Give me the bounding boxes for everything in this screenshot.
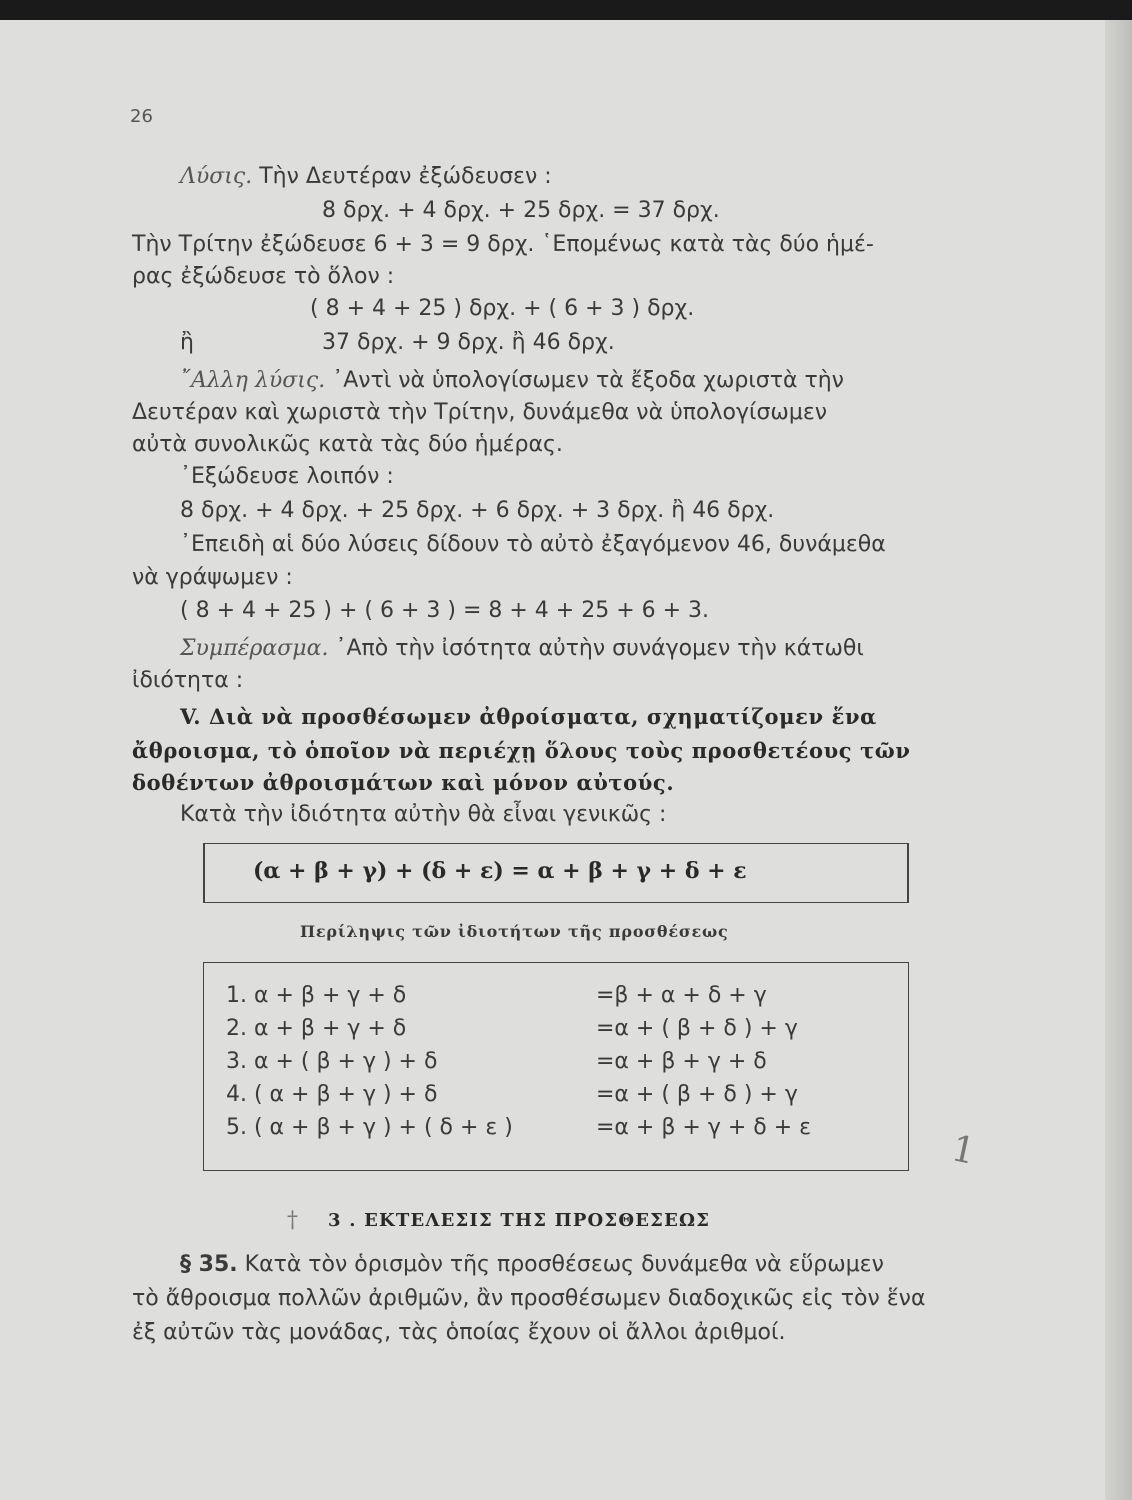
conclusion-line: [180, 634, 864, 664]
summary-row-lhs: 2. α + β + γ + δ: [226, 1016, 407, 1041]
text-line-3: Τὴν Τρίτην ἐξώδευσε 6 + 3 = 9 δρχ. ῾Επομένως κατὰ τὰς δύο ἡμέ-: [132, 232, 874, 257]
solution-label: Λύσις.: [180, 164, 253, 189]
text-line-10: ᾿Εξώδευσε λοιπόν :: [180, 464, 394, 489]
rule-line-3: δοθέντων ἀθροισμάτων καὶ μόνον αὐτούς.: [132, 770, 675, 795]
equation-4: 8 δρχ. + 4 δρχ. + 25 δρχ. + 6 δρχ. + 3 δρχ. ἢ 46 δρχ.: [180, 498, 775, 523]
summary-row-rhs: =β + α + δ + γ: [596, 983, 767, 1008]
summary-row-rhs: =α + ( β + δ ) + γ: [596, 1082, 798, 1107]
text-line-17: Κατὰ τὴν ἰδιότητα αὐτὴν θὰ εἶναι γενικῶς :: [180, 802, 667, 827]
alt-solution-line: [180, 366, 844, 396]
paragraph-text: Κατὰ τὸν ὁρισμὸν τῆς προσθέσεως δυνάμεθα νὰ εὕρωμεν: [244, 1252, 884, 1277]
text-line-8: Δευτέραν καὶ χωριστὰ τὴν Τρίτην, δυνάμεθα νὰ ὑπολογίσωμεν: [132, 400, 827, 425]
rule-line-1: V. Διὰ νὰ προσθέσωμεν ἀθροίσματα, σχηματίζομεν ἕνα: [180, 704, 877, 729]
section-paragraph-line-3: ἐξ αὐτῶν τὰς μονάδας, τὰς ὁποίας ἔχουν οἱ ἄλλοι ἀριθμοί.: [132, 1320, 786, 1345]
pencil-mark: †: [287, 1208, 298, 1233]
equation-2: ( 8 + 4 + 25 ) δρχ. + ( 6 + 3 ) δρχ.: [310, 296, 695, 321]
paragraph-number: § 35.: [180, 1252, 238, 1277]
solution-text: Τὴν Δευτέραν ἐξώδευσεν :: [259, 164, 552, 189]
solution-line-1: [180, 162, 552, 192]
text-line-9: αὐτὰ συνολικῶς κατὰ τὰς δύο ἡμέρας.: [132, 432, 563, 457]
summary-row-rhs: =α + β + γ + δ + ε: [596, 1115, 812, 1140]
pencil-mark: 1: [947, 1128, 979, 1173]
alt-solution-text: ᾿Αντὶ νὰ ὑπολογίσωμεν τὰ ἔξοδα χωριστὰ τὴν: [332, 368, 844, 393]
rule-line-2: ἄθροισμα, τὸ ὁποῖον νὰ περιέχῃ ὅλους τοὺς προσθετέους τῶν: [132, 738, 911, 763]
equation-3: 37 δρχ. + 9 δρχ. ἢ 46 δρχ.: [322, 330, 615, 355]
page-right-edge: [1105, 20, 1132, 1500]
conclusion-text: ᾿Απὸ τὴν ἰσότητα αὐτὴν συνάγομεν τὴν κάτωθι: [335, 636, 864, 661]
summary-box: [203, 962, 909, 1171]
section-paragraph-line-2: τὸ ἄθροισμα πολλῶν ἀριθμῶν, ἂν προσθέσωμεν διαδοχικῶς εἰς τὸν ἕνα: [132, 1286, 926, 1311]
summary-row-rhs: =α + β + γ + δ: [596, 1049, 767, 1074]
alt-solution-label: ῎Αλλη λύσις.: [180, 368, 326, 393]
equation-5: ( 8 + 4 + 25 ) + ( 6 + 3 ) = 8 + 4 + 25 + 6 + 3.: [180, 598, 710, 623]
main-formula: (α + β + γ) + (δ + ε) = α + β + γ + δ + ε: [253, 858, 747, 884]
summary-row-lhs: 1. α + β + γ + δ: [226, 983, 407, 1008]
scan-top-edge: [0, 0, 1132, 20]
page-number: 26: [130, 106, 153, 127]
summary-row-lhs: 5. ( α + β + γ ) + ( δ + ε ): [226, 1115, 513, 1140]
text-line-16: ἰδιότητα :: [132, 668, 244, 693]
or-symbol: ἢ: [180, 330, 194, 355]
text-line-13: νὰ γράψωμεν :: [132, 565, 293, 590]
section-heading: 3 . ΕΚΤΕΛΕΣΙΣ ΤΗΣ ΠΡΟΣΘΕΣΕΩΣ: [328, 1210, 711, 1231]
summary-title: Περίληψις τῶν ἰδιοτήτων τῆς προσθέσεως: [300, 922, 729, 941]
summary-row-lhs: 3. α + ( β + γ ) + δ: [226, 1049, 438, 1074]
text-line-12: ᾿Επειδὴ αἱ δύο λύσεις δίδουν τὸ αὐτὸ ἐξαγόμενον 46, δυνάμεθα: [180, 532, 886, 557]
main-formula-box: [203, 843, 909, 903]
conclusion-label: Συμπέρασμα.: [180, 636, 329, 661]
section-paragraph-line-1: [180, 1250, 884, 1280]
text-line-4: ρας ἐξώδευσε τὸ ὅλον :: [132, 264, 395, 289]
summary-row-lhs: 4. ( α + β + γ ) + δ: [226, 1082, 438, 1107]
summary-row-rhs: =α + ( β + δ ) + γ: [596, 1016, 798, 1041]
equation-1: 8 δρχ. + 4 δρχ. + 25 δρχ. = 37 δρχ.: [322, 198, 720, 223]
